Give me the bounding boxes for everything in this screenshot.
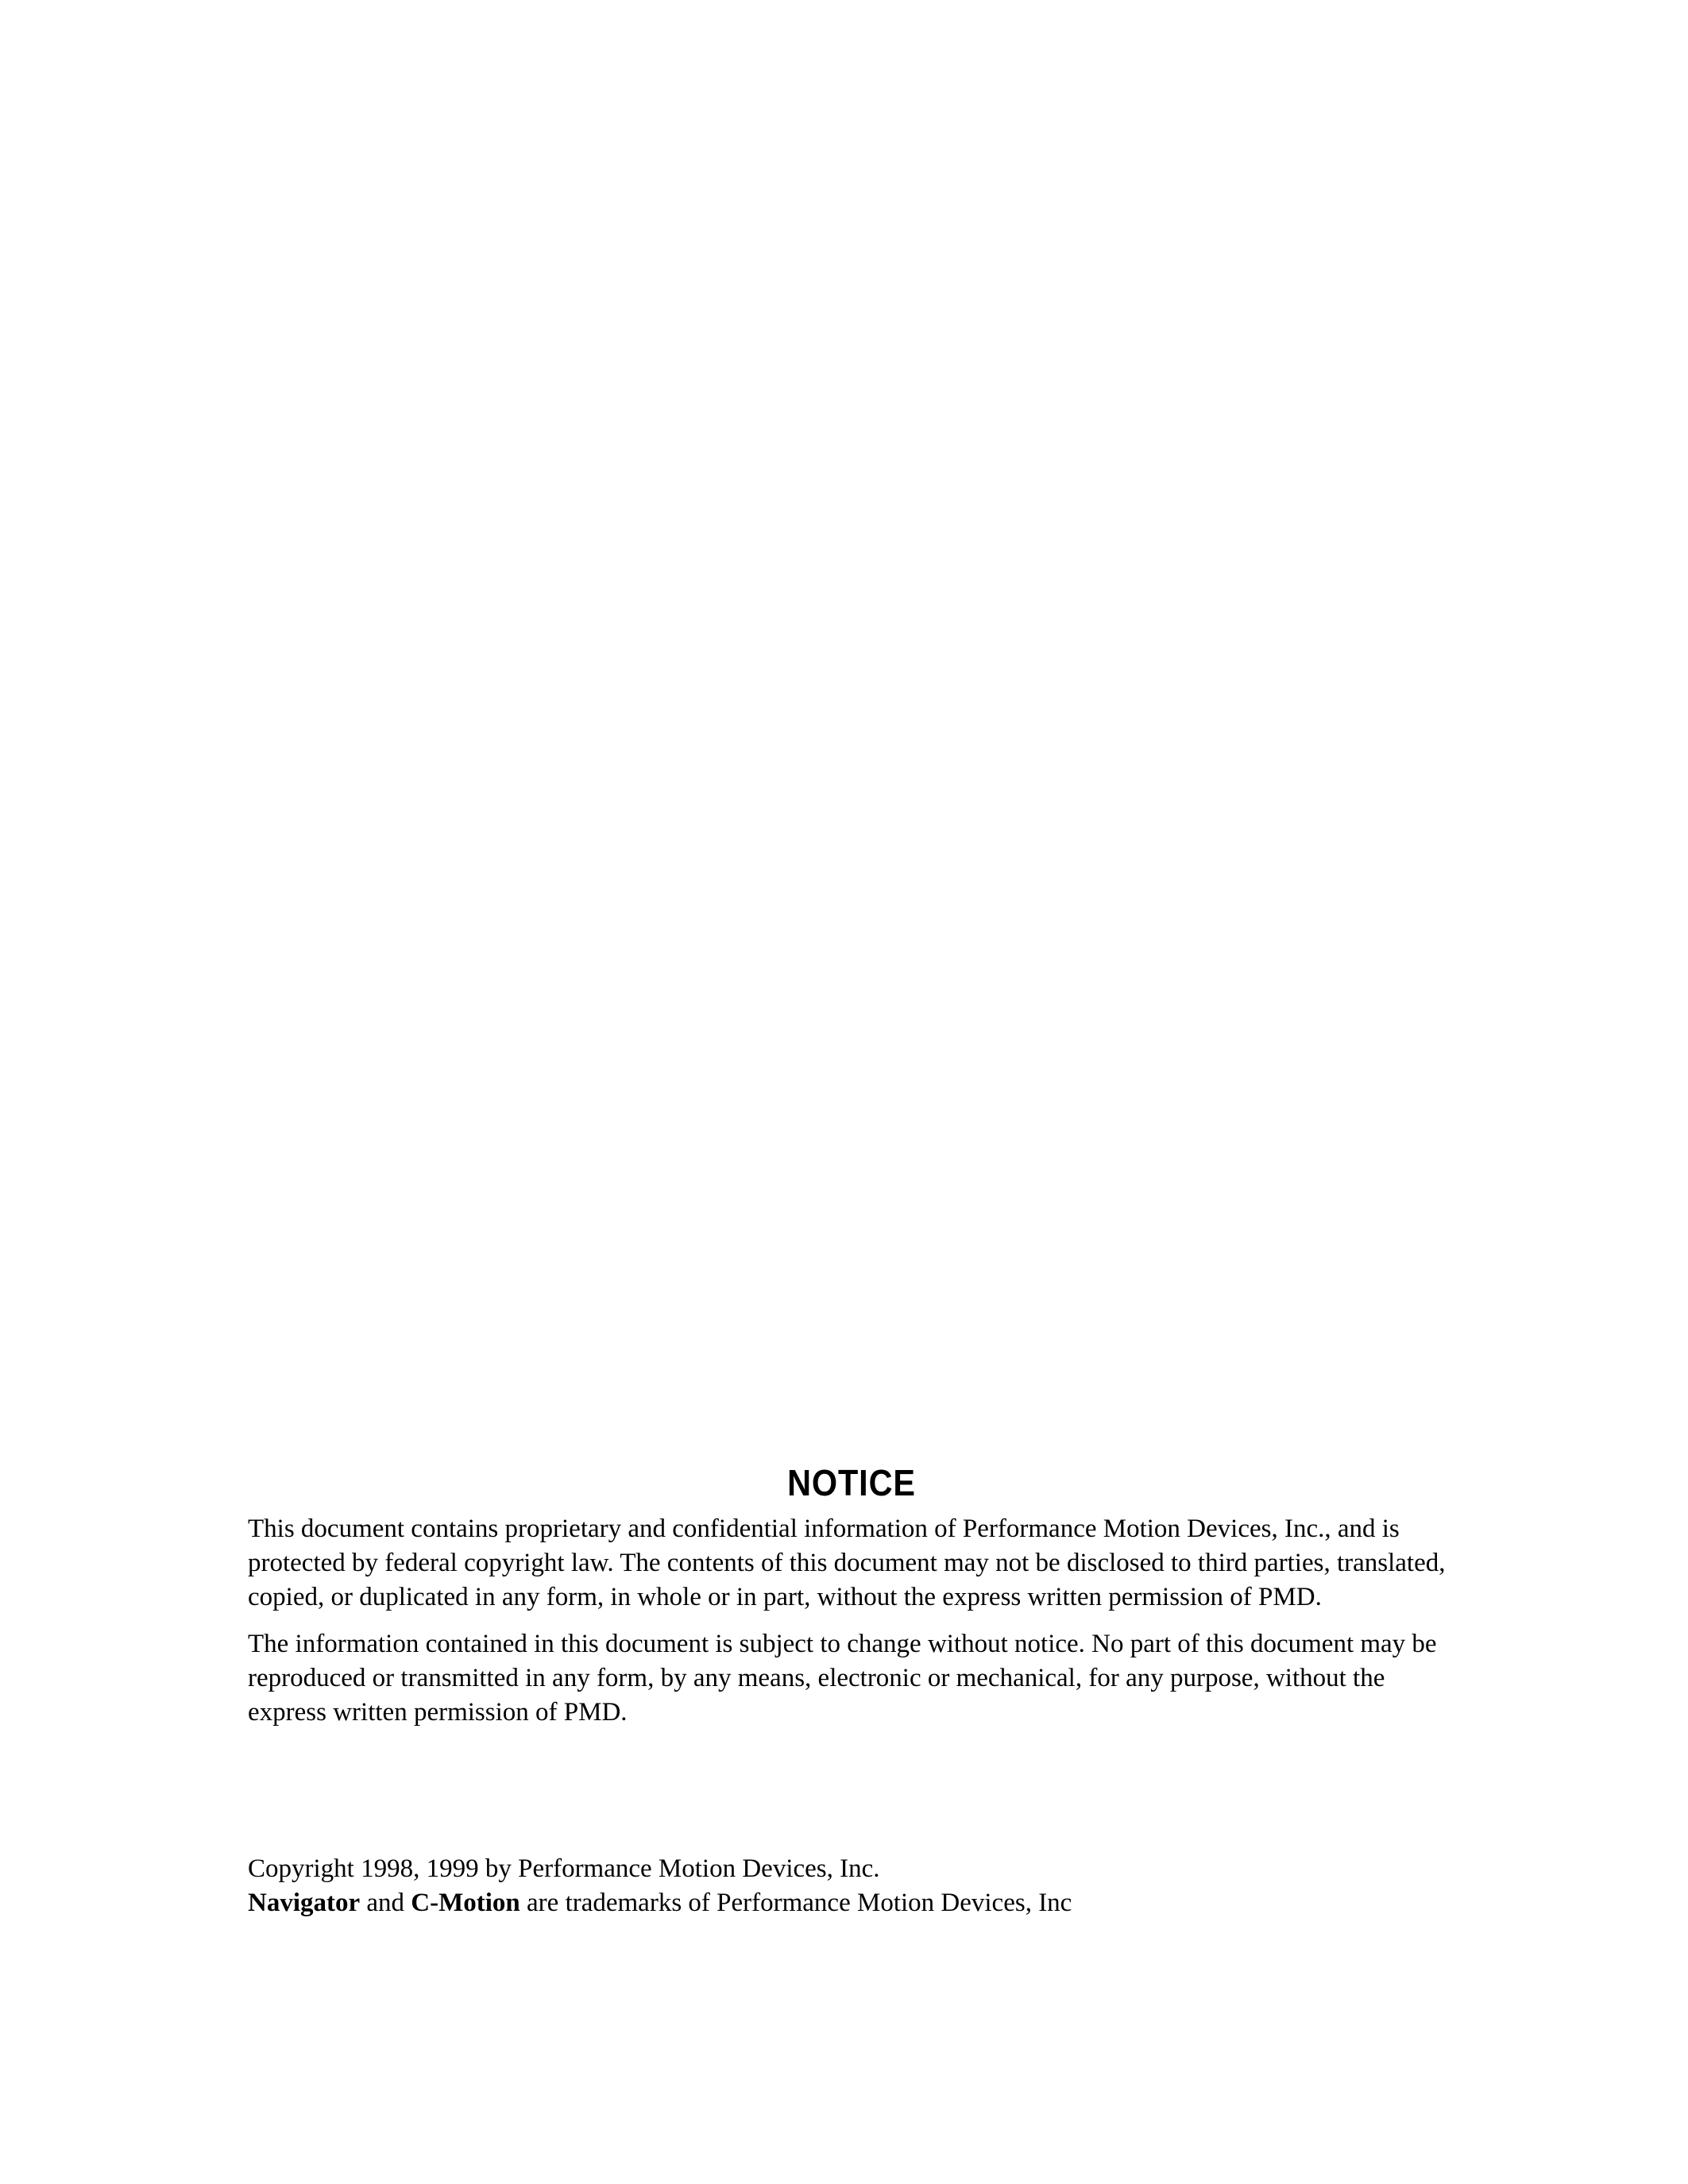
notice-title: NOTICE [787, 1462, 916, 1503]
trademark-c-motion: C-Motion [411, 1889, 520, 1917]
copyright-section [248, 1852, 1519, 1920]
trademark-navigator: Navigator [248, 1889, 361, 1917]
trademark-rest: are trademarks of Performance Motion Devices, Inc [520, 1889, 1072, 1917]
notice-paragraph-2: The information contained in this document is subject to change without notice. No part of this document may be reproduced or transmitted in any form, by any means, electronic or mechanical, for any purpose, without the express written permission of PMD. [248, 1630, 1437, 1727]
notice-paragraph-1: This document contains proprietary and confidential information of Performance Motion Devices, Inc., and is protected by federal copyright law. The contents of this document may not be disclosed to third parties, translated, copied, or duplicated in any form, in whole or in part, without the express written permission of PMD. [248, 1515, 1446, 1611]
notice-section [248, 1461, 1455, 1742]
trademark-line [248, 1886, 1519, 1920]
trademark-and: and [360, 1889, 411, 1917]
copyright-line: Copyright 1998, 1999 by Performance Motion Devices, Inc. [248, 1854, 880, 1883]
